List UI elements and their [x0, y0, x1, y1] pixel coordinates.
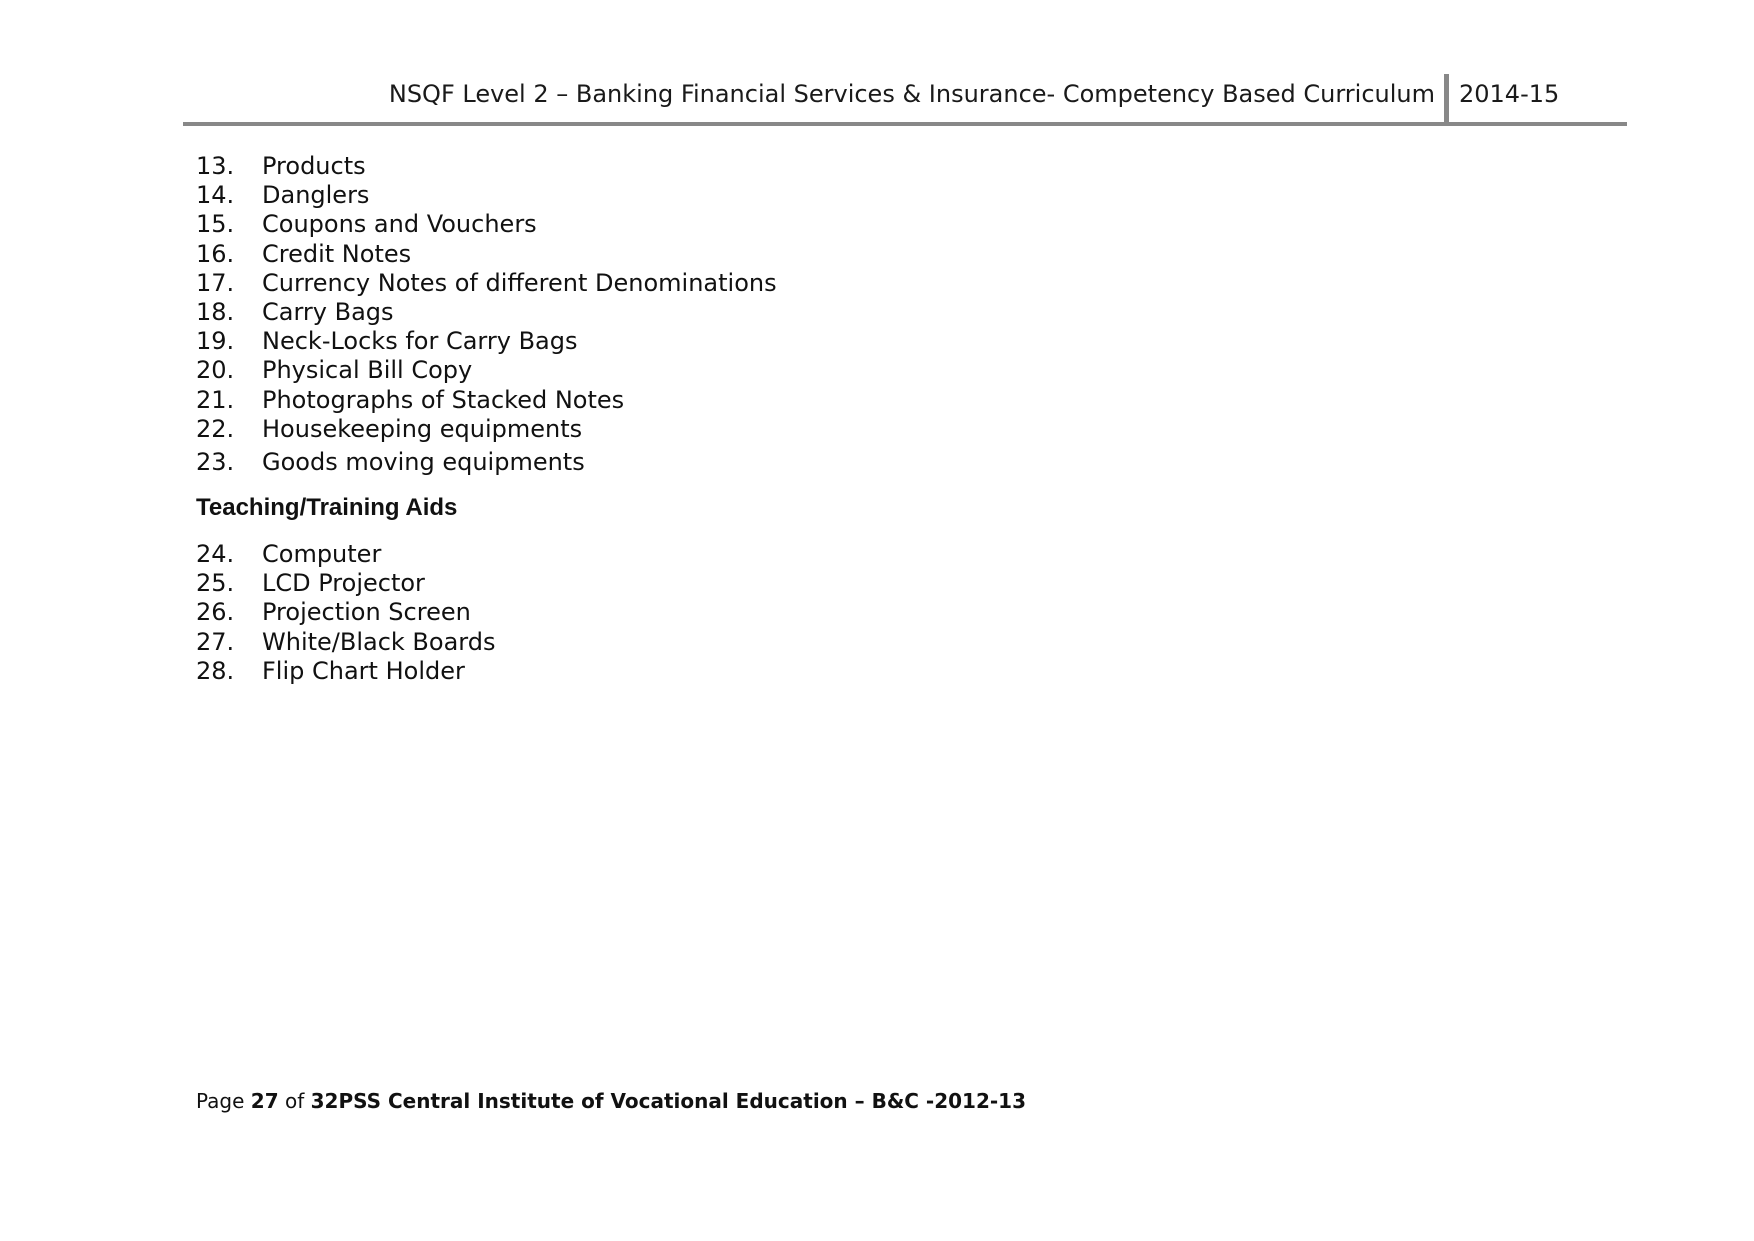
footer-total-and-org: 32PSS Central Institute of Vocational Education – B&C -2012-13	[310, 1089, 1026, 1113]
list-item	[196, 598, 495, 627]
section-heading: Teaching/Training Aids	[196, 494, 458, 521]
item-text: Credit Notes	[262, 239, 412, 268]
footer-page-number: 27	[250, 1089, 279, 1113]
item-number: 21.	[196, 385, 235, 414]
item-number: 19.	[196, 327, 235, 356]
list-item	[196, 569, 495, 598]
item-number: 25.	[196, 569, 235, 598]
item-text: Goods moving equipments	[262, 447, 585, 476]
item-text: Products	[262, 152, 366, 180]
list-item	[196, 386, 777, 415]
item-text: Danglers	[262, 181, 370, 210]
item-number: 15.	[196, 210, 235, 239]
item-number: 14.	[196, 181, 235, 210]
list-item	[196, 657, 495, 686]
list-item	[196, 356, 777, 385]
item-number: 28.	[196, 656, 235, 685]
item-number: 16.	[196, 239, 235, 268]
item-number: 17.	[196, 268, 235, 297]
item-number: 22.	[196, 414, 235, 443]
teaching-aids-list	[196, 540, 495, 686]
header-title: NSQF Level 2 – Banking Financial Services & Insurance- Competency Based Curriculum	[388, 80, 1435, 108]
list-item	[196, 152, 777, 181]
list-item	[196, 415, 777, 444]
list-item	[196, 628, 495, 657]
item-text: Carry Bags	[262, 297, 394, 326]
list-item	[196, 269, 777, 298]
list-item	[196, 327, 777, 356]
list-item	[196, 540, 495, 569]
item-text: Flip Chart Holder	[262, 656, 465, 685]
item-number: 26.	[196, 598, 235, 627]
item-text: Currency Notes of different Denominations	[262, 268, 777, 297]
item-text: Photographs of Stacked Notes	[262, 385, 625, 414]
item-text: LCD Projector	[262, 569, 425, 598]
list-item	[196, 448, 777, 477]
header-separator	[1444, 74, 1449, 122]
item-number: 24.	[196, 540, 235, 568]
footer-of-word: of	[284, 1089, 305, 1113]
item-text: Coupons and Vouchers	[262, 210, 537, 239]
item-text: Computer	[262, 540, 382, 568]
item-text: White/Black Boards	[262, 627, 496, 656]
page-footer	[196, 1089, 1026, 1113]
list-item	[196, 298, 777, 327]
page-header	[183, 74, 1627, 126]
list-item	[196, 210, 777, 239]
item-number: 13.	[196, 152, 235, 180]
item-text: Housekeeping equipments	[262, 414, 583, 443]
item-number: 23.	[196, 447, 235, 476]
list-item	[196, 240, 777, 269]
item-number: 18.	[196, 297, 235, 326]
item-number: 20.	[196, 356, 235, 385]
footer-page-word: Page	[196, 1089, 245, 1113]
header-year: 2014-15	[1459, 80, 1560, 108]
materials-list	[196, 152, 777, 477]
item-number: 27.	[196, 627, 235, 656]
item-text: Neck-Locks for Carry Bags	[262, 327, 578, 356]
item-text: Projection Screen	[262, 598, 471, 627]
list-item	[196, 181, 777, 210]
item-text: Physical Bill Copy	[262, 356, 473, 385]
